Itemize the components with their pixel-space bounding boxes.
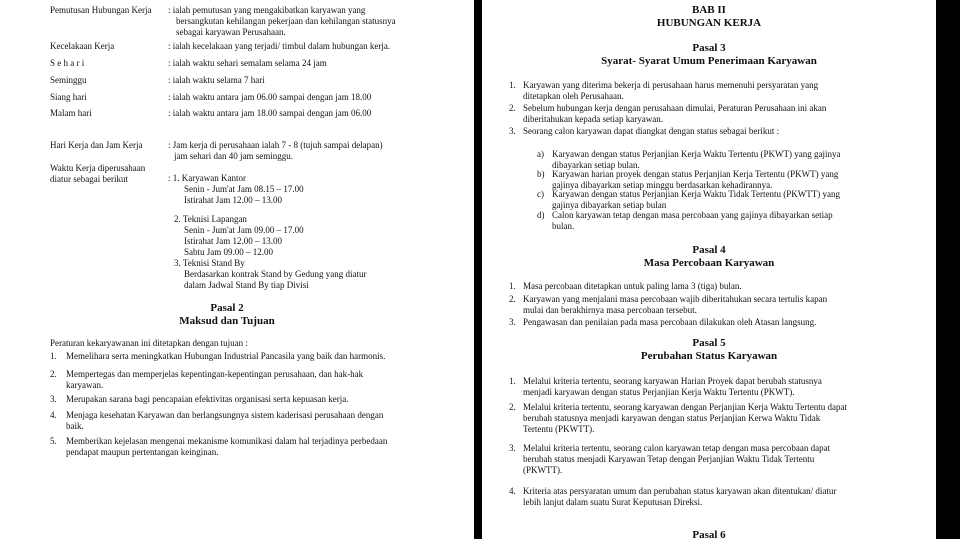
list-item: Memberikan kejelasan mengenai mekanisme komunikasi dalam hal terjadinya perbedaan pendapat maupun pertentangan keinginan.: [66, 436, 388, 457]
list-item: Masa percobaan ditetapkan untuk paling lama 3 (tiga) bulan.: [523, 281, 742, 291]
term-malam-hari: Malam hari: [50, 108, 92, 118]
pasal-2-intro: Peraturan kekaryawanan ini ditetapkan dengan tujuan :: [50, 338, 248, 348]
bab-heading: BAB II: [692, 4, 726, 16]
list-item-number: 2.: [509, 402, 516, 412]
definition-malam-hari: : ialah waktu antara jam 18.00 sampai dengan jam 06.00: [168, 108, 372, 118]
pasal-4-heading: Pasal 4: [692, 244, 726, 256]
sub-item-letter: d): [537, 210, 545, 220]
list-item: Merupakan sarana bagi pencapaian efektivitas organisasi serta kepuasan kerja.: [66, 394, 349, 404]
list-item: Melalui kriteria tertentu, seorang calon karyawan tetap dengan masa percobaan dapat berubah status menjadi Karyawan Tetap dengan Perjanjian Waktu Tidak Tertentu (PKWTT).: [523, 443, 831, 475]
list-item-number: 3.: [50, 394, 57, 404]
term-kecelakaan: Kecelakaan Kerja: [50, 41, 115, 51]
term-seminggu: Seminggu: [50, 75, 87, 85]
pasal-4-subtitle: Masa Percobaan Karyawan: [643, 257, 775, 269]
sub-item: Karyawan dengan status Perjanjian Kerja Waktu Tertentu (PKWT) yang gajinya dibayarkan setiap bulan.: [552, 149, 841, 170]
list-item-number: 1.: [50, 351, 57, 361]
left-document-page: [0, 0, 474, 539]
list-item: Melalui kriteria tertentu, seorang karyawan Harian Proyek dapat berubah statusnya menjadi karyawan dengan status Perjanjian Kerja Waktu Tertentu (PKWT).: [523, 376, 822, 397]
list-item-number: 3.: [509, 126, 516, 136]
list-item: Sebelum hubungan kerja dengan perusahaan dimulai, Peraturan Perusahaan ini akan diberitahukan kepada setiap karyawan.: [523, 103, 827, 124]
definition-sehari: : ialah waktu sehari semalam selama 24 jam: [168, 58, 327, 68]
pasal-2-subtitle: Maksud dan Tujuan: [179, 315, 275, 327]
list-item-number: 2.: [509, 294, 516, 304]
pasal-5-subtitle: Perubahan Status Karyawan: [640, 350, 778, 362]
list-item-number: 1.: [509, 281, 516, 291]
list-item-number: 4.: [50, 410, 57, 420]
bab-title: HUBUNGAN KERJA: [656, 17, 762, 29]
list-item-number: 2.: [509, 103, 516, 113]
sub-item: Karyawan dengan status Perjanjian Kerja Waktu Tidak Tertentu (PKWTT) yang gajinya dibayarkan setiap bulan: [552, 189, 840, 210]
pasal-6-heading: Pasal 6: [692, 529, 726, 539]
sub-item: Karyawan harian proyek dengan status Perjanjian Kerja Tertentu (PKWT) yang gajinya dibayarkan setiap minggu berdasarkan kehadirannya.: [552, 169, 839, 190]
list-item: Mempertegas dan memperjelas kepentingan-kepentingan perusahaan, dan hak-hak karyawan.: [66, 369, 364, 390]
list-item: Pengawasan dan penilaian pada masa percobaan dilakukan oleh Atasan langsung.: [523, 317, 817, 327]
term-waktu-kerja: Waktu Kerja diperusahaan diatur sebagai berikut: [50, 163, 146, 184]
definition-hari-kerja: : Jam kerja di perusahaan ialah 7 - 8 (tujuh sampai delapan) jam sehari dan 40 jam seminggu.: [168, 140, 383, 161]
list-item: Kriteria atas persyaratan umum dan perubahan status karyawan akan ditentukan/ diatur lebih lanjut dalam suatu Surat Keputusan Direksi.: [523, 486, 837, 507]
pasal-5-heading: Pasal 5: [692, 337, 726, 349]
sub-item: Calon karyawan tetap dengan masa percobaan yang gajinya dibayarkan setiap bulan.: [552, 210, 833, 231]
term-pemutusan: Pemutusan Hubungan Kerja: [50, 5, 152, 15]
list-item-number: 3.: [509, 317, 516, 327]
term-siang-hari: Siang hari: [50, 92, 87, 102]
term-sehari: S e h a r i: [50, 58, 85, 68]
sub-item-letter: a): [537, 149, 544, 159]
definition-siang-hari: : ialah waktu antara jam 06.00 sampai dengan jam 18.00: [168, 92, 372, 102]
right-document-page: [482, 0, 936, 539]
list-item: Melalui kriteria tertentu, seorang karyawan dengan Perjanjian Kerja Waktu Tertentu dapat berubah statusnya menjadi karyawan dengan status Perjanjian Kerwa Waktu Tidak Tertentu (PKWTT).: [523, 402, 847, 434]
pasal-2-heading: Pasal 2: [210, 302, 244, 314]
definition-kecelakaan: : ialah kecelakaan yang terjadi/ timbul dalam hubungan kerja.: [168, 41, 391, 51]
work-schedule: : 1. Karyawan Kantor Senin - Jum'at Jam 08.15 – 17.00 Istirahat Jam 12.00 – 13.00 2. Teknisi Lapangan Senin - Jum'at Jam 09.00 – 17.00 Istirahat Jam 12.00 – 13.00 Sabtu Jam 09.00 – 12.00 3. Teknisi Stand By Berdasarkan kontrak Stand by Gedung yang diatur dalam Jadwal Stand By tiap Divisi: [168, 173, 367, 290]
term-hari-kerja: Hari Kerja dan Jam Kerja: [50, 140, 143, 150]
list-item-number: 1.: [509, 80, 516, 90]
pasal-3-heading: Pasal 3: [692, 42, 726, 54]
list-item-number: 1.: [509, 376, 516, 386]
list-item-number: 2.: [50, 369, 57, 379]
list-item-number: 4.: [509, 486, 516, 496]
definition-seminggu: : ialah waktu selama 7 hari: [168, 75, 265, 85]
list-item-number: 5.: [50, 436, 57, 446]
list-item: Karyawan yang menjalani masa percobaan wajib diberitahukan secara tertulis kapan mulai dan berakhirnya masa percobaan tersebut.: [523, 294, 828, 315]
list-item: Menjaga kesehatan Karyawan dan berlangsungnya sistem kaderisasi perusahaan dengan baik.: [66, 410, 384, 431]
definition-pemutusan: : ialah pemutusan yang mengakibatkan karyawan yang bersangkutan kehilangan pekerjaan dan kehilangan statusnya sebagai karyawan Perusahaan.: [168, 5, 396, 37]
list-item-number: 3.: [509, 443, 516, 453]
sub-item-letter: c): [537, 189, 544, 199]
pasal-3-subtitle: Syarat- Syarat Umum Penerimaan Karyawan: [601, 55, 817, 67]
list-item: Karyawan yang diterima bekerja di perusahaan harus memenuhi persyaratan yang ditetapkan oleh Perusahaan.: [523, 80, 819, 101]
list-item: Seorang calon karyawan dapat diangkat dengan status sebagai berikut :: [523, 126, 780, 136]
sub-item-letter: b): [537, 169, 545, 179]
list-item: Memelihara serta meningkatkan Hubungan Industrial Pancasila yang baik dan harmonis.: [66, 351, 386, 361]
